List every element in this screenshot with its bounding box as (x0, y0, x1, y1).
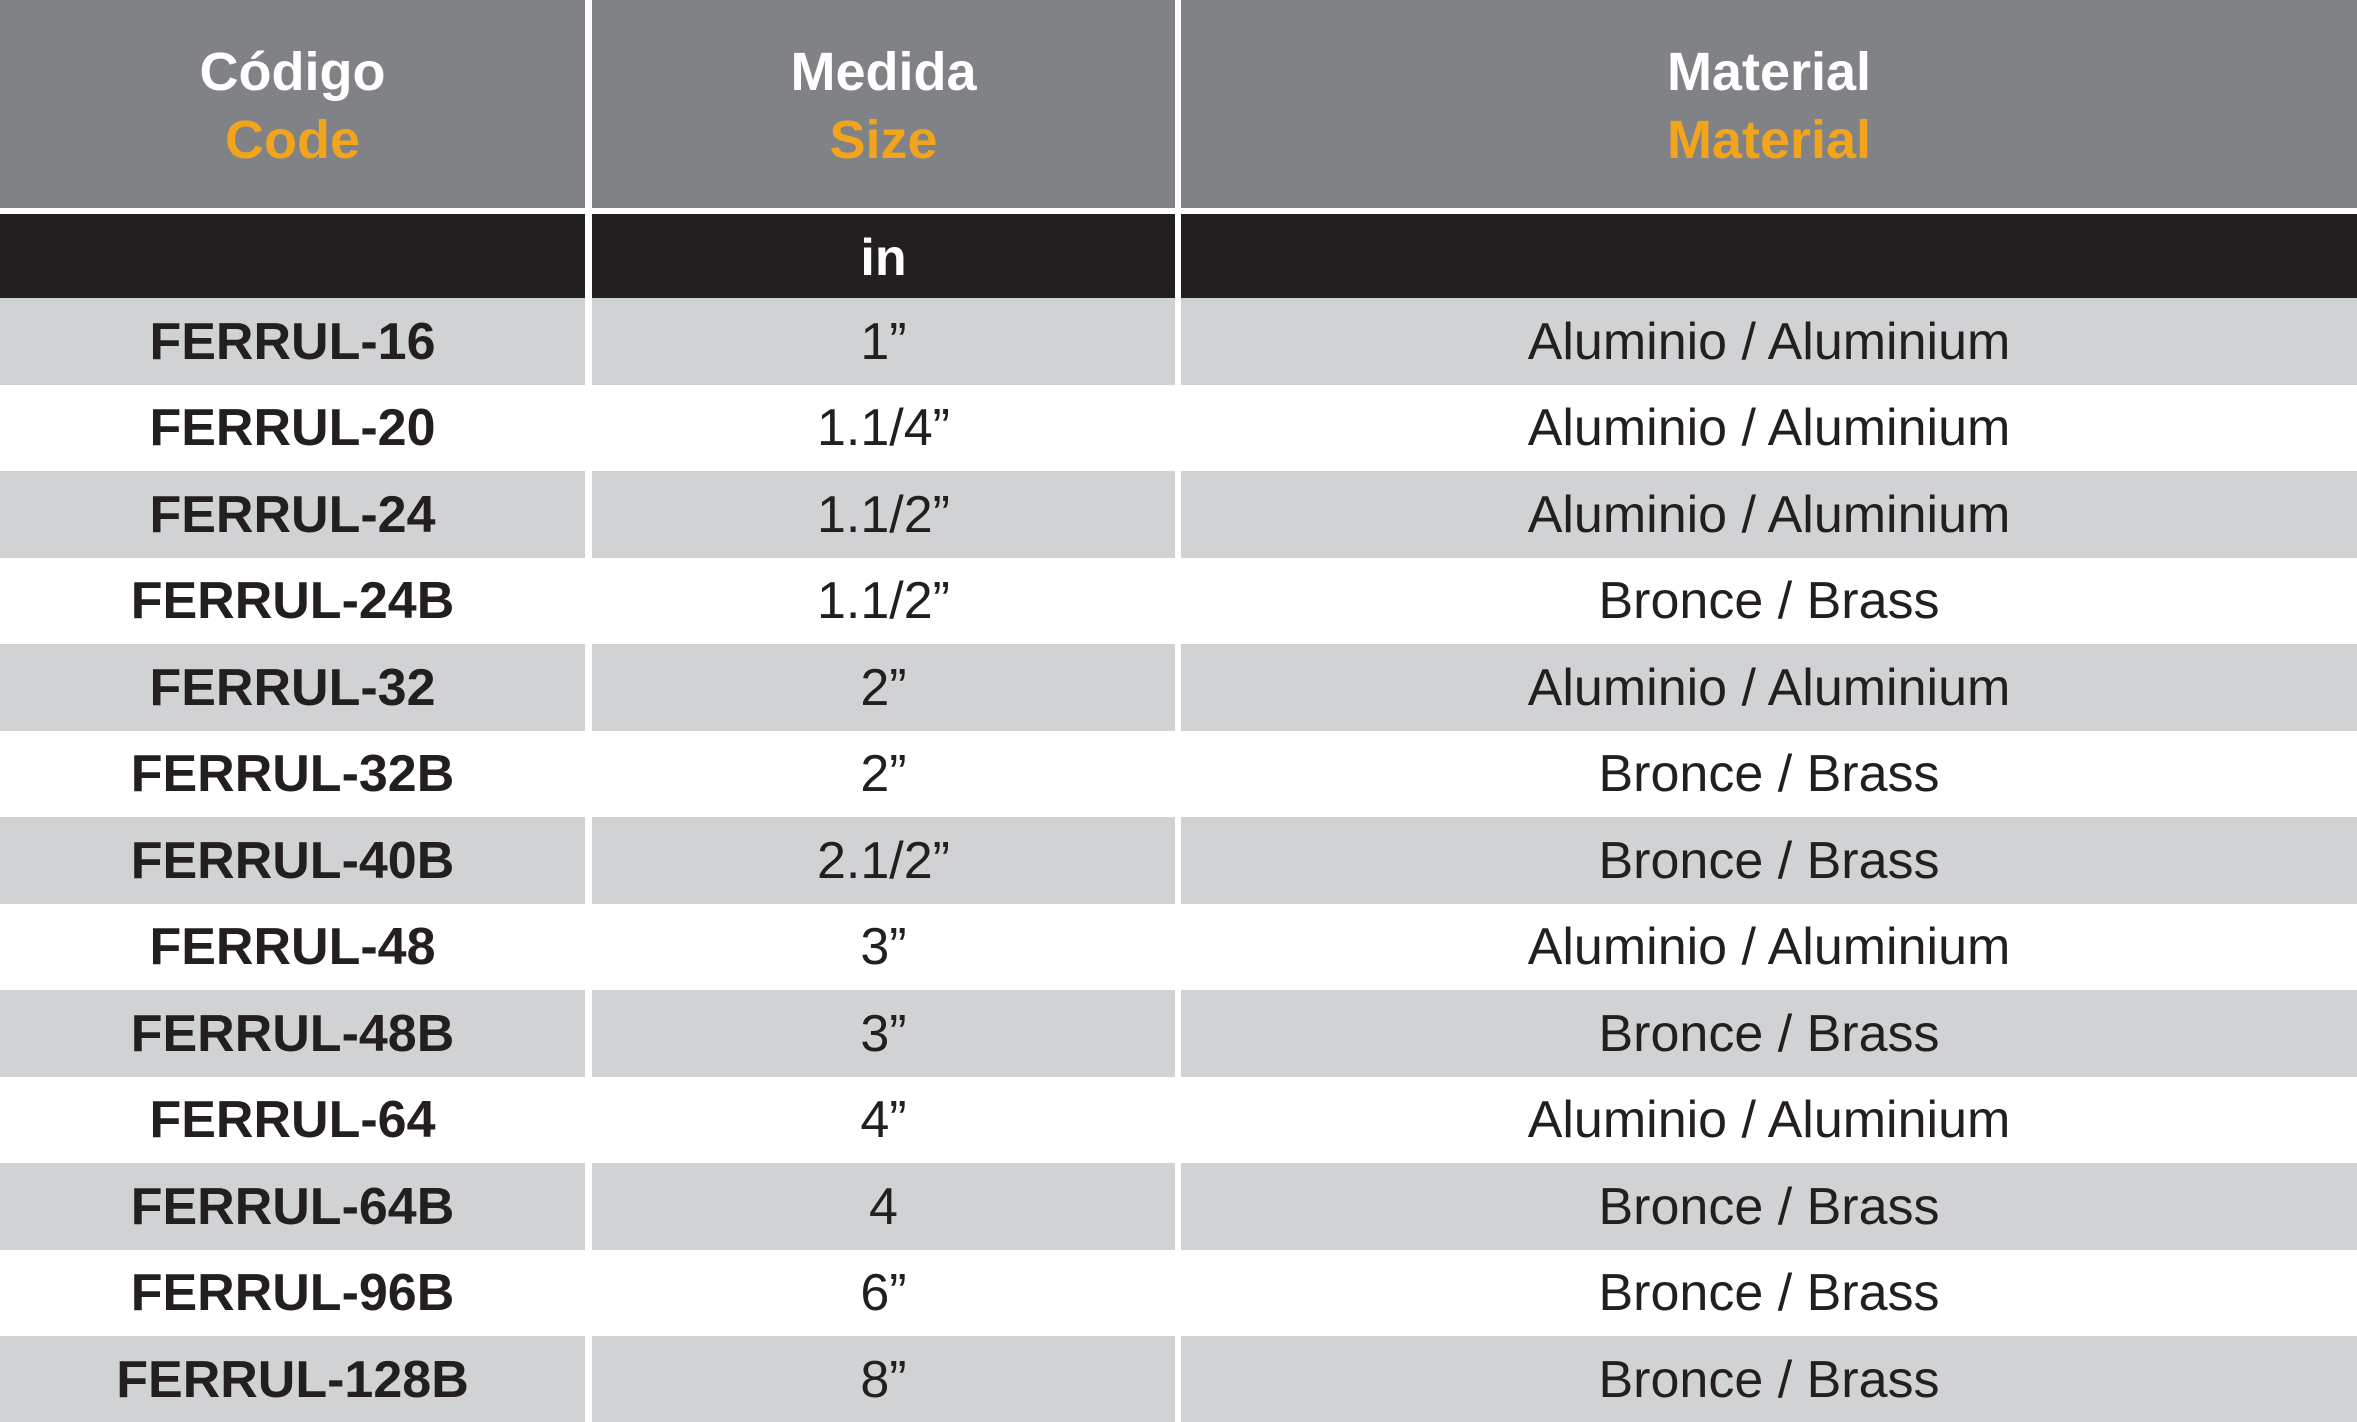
size-cell: 4 (592, 1163, 1175, 1250)
size-cell: 1.1/2” (592, 471, 1175, 558)
size-cell: 1.1/2” (592, 558, 1175, 644)
material-cell: Bronce / Brass (1181, 990, 2357, 1077)
header-size (592, 0, 1175, 208)
material-cell: Aluminio / Aluminium (1181, 904, 2357, 990)
code-cell: FERRUL-96B (0, 1250, 585, 1336)
table-row (0, 1163, 2357, 1250)
table-row (0, 385, 2357, 471)
table-row (0, 817, 2357, 904)
material-cell: Aluminio / Aluminium (1181, 298, 2357, 385)
table-row (0, 1250, 2357, 1336)
material-cell: Bronce / Brass (1181, 558, 2357, 644)
code-cell: FERRUL-48B (0, 990, 585, 1077)
header-code-en: Code (225, 110, 360, 170)
code-cell: FERRUL-20 (0, 385, 585, 471)
units-row (0, 214, 2357, 298)
header-material (1181, 0, 2357, 208)
size-cell: 6” (592, 1250, 1175, 1336)
table-row (0, 904, 2357, 990)
code-cell: FERRUL-32B (0, 731, 585, 817)
material-cell: Bronce / Brass (1181, 817, 2357, 904)
code-cell: FERRUL-24B (0, 558, 585, 644)
size-cell: 2” (592, 644, 1175, 731)
unit-code (0, 214, 585, 298)
code-cell: FERRUL-128B (0, 1336, 585, 1422)
table-row (0, 558, 2357, 644)
material-cell: Aluminio / Aluminium (1181, 471, 2357, 558)
material-cell: Bronce / Brass (1181, 1250, 2357, 1336)
header-code-es: Código (199, 42, 386, 102)
table-row (0, 644, 2357, 731)
header-size-en: Size (829, 110, 938, 170)
code-cell: FERRUL-48 (0, 904, 585, 990)
table-row (0, 731, 2357, 817)
code-cell: FERRUL-64B (0, 1163, 585, 1250)
material-cell: Bronce / Brass (1181, 1336, 2357, 1422)
code-cell: FERRUL-32 (0, 644, 585, 731)
material-cell: Bronce / Brass (1181, 731, 2357, 817)
code-cell: FERRUL-24 (0, 471, 585, 558)
material-cell: Aluminio / Aluminium (1181, 385, 2357, 471)
size-cell: 3” (592, 904, 1175, 990)
material-cell: Aluminio / Aluminium (1181, 644, 2357, 731)
table-row (0, 1336, 2357, 1422)
header-code (0, 0, 585, 208)
table-row (0, 1077, 2357, 1163)
size-cell: 2.1/2” (592, 817, 1175, 904)
code-cell: FERRUL-40B (0, 817, 585, 904)
size-cell: 1.1/4” (592, 385, 1175, 471)
unit-size: in (592, 214, 1175, 298)
size-cell: 8” (592, 1336, 1175, 1422)
unit-material (1181, 214, 2357, 298)
size-cell: 1” (592, 298, 1175, 385)
size-cell: 3” (592, 990, 1175, 1077)
header-material-en: Material (1666, 110, 1872, 170)
size-cell: 2” (592, 731, 1175, 817)
table-row (0, 298, 2357, 385)
header-size-es: Medida (790, 42, 977, 102)
table-header-row (0, 0, 2357, 208)
table-row (0, 990, 2357, 1077)
size-cell: 4” (592, 1077, 1175, 1163)
material-cell: Bronce / Brass (1181, 1163, 2357, 1250)
material-cell: Aluminio / Aluminium (1181, 1077, 2357, 1163)
table-row (0, 471, 2357, 558)
header-material-es: Material (1666, 42, 1872, 102)
code-cell: FERRUL-16 (0, 298, 585, 385)
code-cell: FERRUL-64 (0, 1077, 585, 1163)
